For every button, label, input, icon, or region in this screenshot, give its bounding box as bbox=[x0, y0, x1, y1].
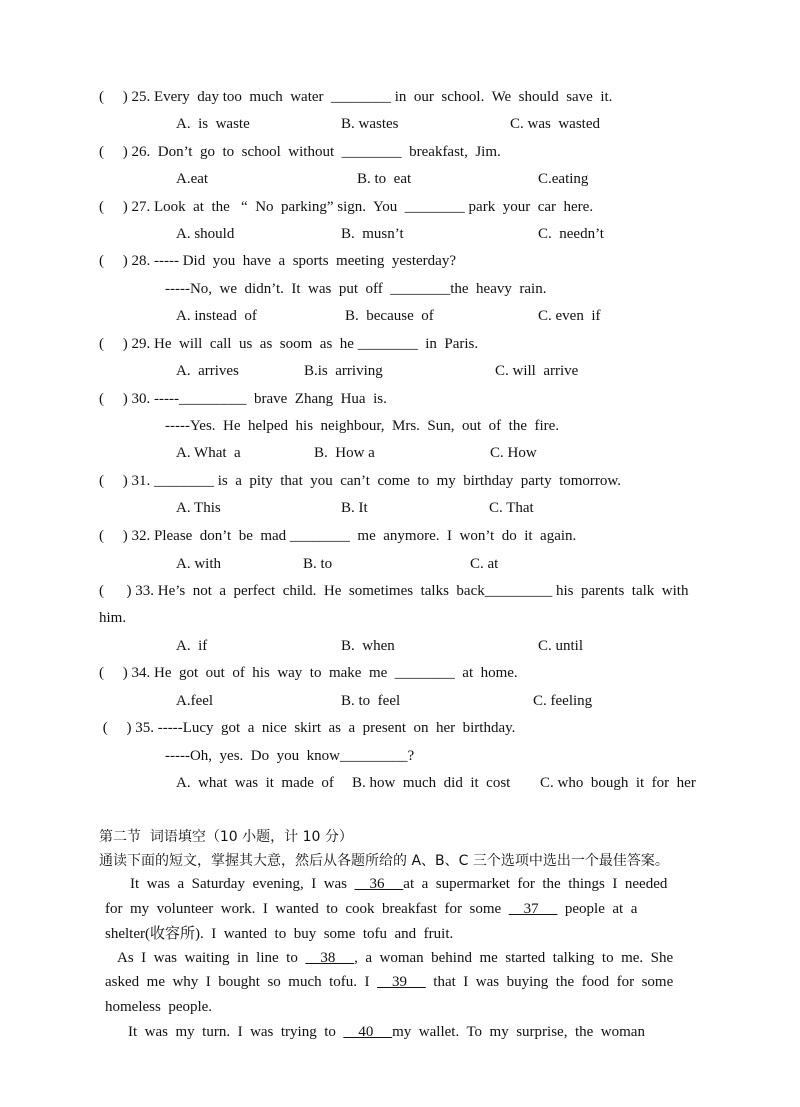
question-25-option-c: C. was wasted bbox=[510, 116, 600, 132]
passage-text: my wallet. To my surprise, the woman bbox=[392, 1024, 645, 1040]
passage-line: homeless people. bbox=[105, 999, 213, 1015]
question-34-option-c: C. feeling bbox=[533, 693, 593, 709]
question-26-option-b: B. to eat bbox=[357, 171, 412, 187]
question-28-option-a: A. instead of bbox=[176, 308, 257, 324]
question-25-option-a: A. is waste bbox=[176, 116, 250, 132]
question-25-option-b: B. wastes bbox=[341, 116, 399, 132]
question-30-option-b: B. How a bbox=[314, 445, 375, 461]
blank-36: 36 bbox=[354, 876, 404, 892]
question-30-option-a: A. What a bbox=[176, 445, 241, 461]
question-32-option-c: C. at bbox=[470, 556, 499, 572]
blank-39: 39 bbox=[377, 974, 426, 990]
question-30-option-c: C. How bbox=[490, 445, 537, 461]
passage-text: It was a Saturday evening, I was bbox=[130, 876, 355, 892]
passage-text: It was my turn. I was trying to bbox=[128, 1024, 344, 1040]
question-31-option-a: A. This bbox=[176, 500, 221, 516]
passage-text: As I was waiting in line to bbox=[117, 950, 306, 966]
passage-text: that I was buying the food for some bbox=[425, 974, 674, 990]
blank-38: 38 bbox=[305, 950, 355, 966]
question-26-option-a: A.eat bbox=[176, 171, 209, 187]
passage-text: asked me why I bought so much tofu. I bbox=[105, 974, 378, 990]
passage-line bbox=[130, 875, 667, 893]
question-33-option-c: C. until bbox=[538, 638, 584, 654]
passage-line: shelter(收容所). I wanted to buy some tofu and fruit. bbox=[105, 926, 454, 942]
question-33-option-b: B. when bbox=[341, 638, 395, 654]
passage-text: , a woman behind me started talking to me. She bbox=[354, 950, 674, 966]
question-29-option-a: A. arrives bbox=[176, 363, 239, 379]
passage-line bbox=[105, 900, 637, 918]
passage-text: at a supermarket for the things I needed bbox=[403, 876, 668, 892]
question-28-response: -----No, we didn’t. It was put off ________the heavy rain. bbox=[165, 281, 547, 297]
question-30-stem: ( ) 30. -----_________ brave Zhang Hua is. bbox=[99, 391, 387, 407]
question-32-option-b: B. to bbox=[303, 556, 333, 572]
question-31-stem: ( ) 31. ________ is a pity that you can’t come to my birthday party tomorrow. bbox=[99, 473, 621, 489]
section-instruction: 通读下面的短文，掌握其大意，然后从各题所给的 A、B、C 三个选项中选出一个最佳答案。 bbox=[99, 853, 669, 869]
question-26-stem: ( ) 26. Don’t go to school without ________ breakfast, Jim. bbox=[99, 144, 501, 160]
question-33-option-a: A. if bbox=[176, 638, 208, 654]
question-35-option-a: A. what was it made of bbox=[176, 775, 334, 791]
question-27-option-c: C. needn’t bbox=[538, 226, 604, 242]
section-heading: 第二节 词语填空（10 小题，计 10 分） bbox=[99, 829, 353, 845]
question-33-stem-wrap: him. bbox=[99, 610, 127, 626]
blank-40: 40 bbox=[343, 1024, 393, 1040]
question-30-response: -----Yes. He helped his neighbour, Mrs. Sun, out of the fire. bbox=[165, 418, 560, 434]
question-31-option-b: B. It bbox=[341, 500, 368, 516]
question-27-option-b: B. musn’t bbox=[341, 226, 404, 242]
question-33-stem: ( ) 33. He’s not a perfect child. He sometimes talks back_________ his parents talk with bbox=[99, 583, 689, 599]
question-34-option-a: A.feel bbox=[176, 693, 214, 709]
passage-line bbox=[117, 949, 673, 967]
question-28-option-c: C. even if bbox=[538, 308, 601, 324]
passage-line bbox=[105, 973, 673, 991]
passage-line bbox=[128, 1023, 645, 1041]
question-35-option-c: C. who bough it for her bbox=[540, 775, 696, 791]
question-26-option-c: C.eating bbox=[538, 171, 589, 187]
question-29-stem: ( ) 29. He will call us as soom as he ________ in Paris. bbox=[99, 336, 479, 352]
question-29-option-b: B.is arriving bbox=[304, 363, 383, 379]
question-25-stem: ( ) 25. Every day too much water ________ in our school. We should save it. bbox=[99, 89, 613, 105]
question-31-option-c: C. That bbox=[489, 500, 534, 516]
passage-text: for my volunteer work. I wanted to cook breakfast for some bbox=[105, 901, 509, 917]
question-29-option-c: C. will arrive bbox=[495, 363, 579, 379]
question-28-stem: ( ) 28. ----- Did you have a sports meeting yesterday? bbox=[99, 253, 456, 269]
question-35-option-b: B. how much did it cost bbox=[352, 775, 511, 791]
question-28-option-b: B. because of bbox=[345, 308, 434, 324]
question-32-option-a: A. with bbox=[176, 556, 221, 572]
question-27-stem: ( ) 27. Look at the “ No parking” sign. You ________ park your car here. bbox=[99, 199, 594, 215]
passage-text: people at a bbox=[557, 901, 638, 917]
question-32-stem: ( ) 32. Please don’t be mad ________ me anymore. I won’t do it again. bbox=[99, 528, 577, 544]
blank-37: 37 bbox=[508, 901, 558, 917]
question-34-option-b: B. to feel bbox=[341, 693, 401, 709]
question-34-stem: ( ) 34. He got out of his way to make me ________ at home. bbox=[99, 665, 518, 681]
question-35-response: -----Oh, yes. Do you know_________? bbox=[165, 748, 415, 764]
question-35-stem: ( ) 35. -----Lucy got a nice skirt as a present on her birthday. bbox=[99, 720, 516, 736]
question-27-option-a: A. should bbox=[176, 226, 235, 242]
